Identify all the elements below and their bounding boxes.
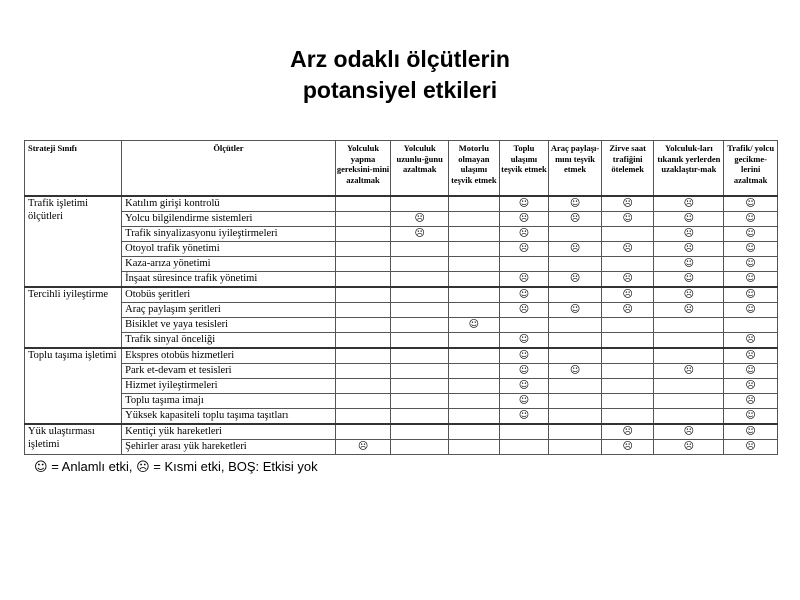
measure-cell: Şehirler arası yük hareketleri: [122, 440, 336, 455]
slide-title-line-1: Arz odaklı ölçütlerin: [290, 46, 510, 72]
partial-impact-icon: ☹: [654, 287, 724, 303]
empty-impact-cell: [335, 212, 391, 227]
partial-impact-icon: ☹: [499, 212, 549, 227]
strategy-category: Yük ulaştırması işletimi: [25, 424, 122, 455]
partial-impact-icon: ☹: [724, 440, 778, 455]
empty-impact-cell: [549, 348, 602, 364]
partial-impact-icon: ☹: [724, 379, 778, 394]
empty-impact-cell: [499, 424, 549, 440]
empty-impact-cell: [601, 409, 654, 425]
table-row: [25, 409, 778, 425]
partial-impact-icon: ☹: [391, 227, 449, 242]
full-impact-icon: ☺: [724, 242, 778, 257]
partial-impact-icon: ☹: [601, 242, 654, 257]
full-impact-icon: ☺: [499, 394, 549, 409]
empty-impact-cell: [335, 379, 391, 394]
empty-impact-cell: [391, 242, 449, 257]
empty-impact-cell: [335, 196, 391, 212]
table-row: [25, 440, 778, 455]
partial-impact-icon: ☹: [549, 212, 602, 227]
table-row: [25, 196, 778, 212]
empty-impact-cell: [335, 287, 391, 303]
measure-cell: Ekspres otobüs hizmetleri: [122, 348, 336, 364]
empty-impact-cell: [391, 394, 449, 409]
table-row: [25, 212, 778, 227]
partial-impact-icon: ☹: [601, 303, 654, 318]
empty-impact-cell: [335, 227, 391, 242]
empty-impact-cell: [391, 424, 449, 440]
empty-impact-cell: [724, 318, 778, 333]
empty-impact-cell: [335, 242, 391, 257]
empty-impact-cell: [391, 272, 449, 288]
full-impact-icon: ☺: [499, 364, 549, 379]
empty-impact-cell: [449, 409, 500, 425]
partial-impact-icon: ☹: [654, 424, 724, 440]
empty-impact-cell: [601, 348, 654, 364]
empty-impact-cell: [601, 379, 654, 394]
full-impact-icon: ☺: [724, 303, 778, 318]
partial-impact-icon: ☹: [654, 196, 724, 212]
empty-impact-cell: [601, 257, 654, 272]
measure-cell: Otobüs şeritleri: [122, 287, 336, 303]
table-row: [25, 379, 778, 394]
slide-title: [0, 44, 800, 106]
table-row: [25, 424, 778, 440]
empty-impact-cell: [449, 348, 500, 364]
full-impact-icon: ☺: [724, 196, 778, 212]
empty-impact-cell: [549, 394, 602, 409]
legend-full-text: = Anlamlı etki,: [51, 459, 133, 474]
slide-title-line-2: potansiyel etkileri: [302, 77, 498, 103]
empty-impact-cell: [549, 227, 602, 242]
table-row: [25, 303, 778, 318]
partial-impact-icon: ☹: [499, 227, 549, 242]
empty-impact-cell: [449, 257, 500, 272]
measure-cell: İnşaat süresince trafik yönetimi: [122, 272, 336, 288]
empty-impact-cell: [499, 257, 549, 272]
header-non-motorized: Motorlu olmayan ulaşımı teşvik etmek: [449, 141, 500, 197]
partial-impact-icon: ☹: [136, 460, 150, 475]
empty-impact-cell: [654, 409, 724, 425]
empty-impact-cell: [335, 333, 391, 349]
header-strategy-class: Strateji Sınıfı: [25, 141, 122, 197]
empty-impact-cell: [499, 440, 549, 455]
partial-impact-icon: ☹: [654, 242, 724, 257]
full-impact-icon: ☺: [654, 272, 724, 288]
empty-impact-cell: [549, 333, 602, 349]
partial-impact-icon: ☹: [549, 242, 602, 257]
empty-impact-cell: [549, 287, 602, 303]
full-impact-icon: ☺: [724, 257, 778, 272]
header-peak-shift: Zirve saat trafiğini ötelemek: [601, 141, 654, 197]
empty-impact-cell: [449, 440, 500, 455]
full-impact-icon: ☺: [724, 287, 778, 303]
empty-impact-cell: [449, 394, 500, 409]
full-impact-icon: ☺: [499, 379, 549, 394]
empty-impact-cell: [449, 303, 500, 318]
table-row: [25, 272, 778, 288]
full-impact-icon: ☺: [654, 257, 724, 272]
empty-impact-cell: [654, 333, 724, 349]
measure-cell: Araç paylaşım şeritleri: [122, 303, 336, 318]
empty-impact-cell: [449, 379, 500, 394]
partial-impact-icon: ☹: [601, 424, 654, 440]
measure-cell: Yolcu bilgilendirme sistemleri: [122, 212, 336, 227]
empty-impact-cell: [549, 257, 602, 272]
empty-impact-cell: [549, 379, 602, 394]
partial-impact-icon: ☹: [335, 440, 391, 455]
empty-impact-cell: [449, 227, 500, 242]
full-impact-icon: ☺: [34, 460, 48, 475]
measure-cell: Trafik sinyalizasyonu iyileştirmeleri: [122, 227, 336, 242]
measure-cell: Toplu taşıma imajı: [122, 394, 336, 409]
header-congestion-avoid: Yolculuk-ları tıkanık yerlerden uzaklaştır-mak: [654, 141, 724, 197]
full-impact-icon: ☺: [724, 272, 778, 288]
measure-cell: Kentiçi yük hareketleri: [122, 424, 336, 440]
empty-impact-cell: [449, 242, 500, 257]
full-impact-icon: ☺: [499, 333, 549, 349]
empty-impact-cell: [391, 257, 449, 272]
empty-impact-cell: [391, 196, 449, 212]
empty-impact-cell: [335, 394, 391, 409]
empty-impact-cell: [449, 212, 500, 227]
partial-impact-icon: ☹: [601, 440, 654, 455]
empty-impact-cell: [449, 196, 500, 212]
measure-cell: Park et-devam et tesisleri: [122, 364, 336, 379]
measure-cell: Hizmet iyileştirmeleri: [122, 379, 336, 394]
partial-impact-icon: ☹: [724, 348, 778, 364]
legend-partial-text: = Kısmi etki, BOŞ: Etkisi yok: [153, 459, 318, 474]
table-row: [25, 257, 778, 272]
empty-impact-cell: [335, 303, 391, 318]
measure-cell: Yüksek kapasiteli toplu taşıma taşıtları: [122, 409, 336, 425]
full-impact-icon: ☺: [724, 409, 778, 425]
strategy-category: Trafik işletimi ölçütleri: [25, 196, 122, 287]
empty-impact-cell: [449, 272, 500, 288]
strategy-category: Tercihli iyileştirme: [25, 287, 122, 348]
empty-impact-cell: [449, 333, 500, 349]
empty-impact-cell: [449, 364, 500, 379]
empty-impact-cell: [654, 394, 724, 409]
full-impact-icon: ☺: [724, 364, 778, 379]
empty-impact-cell: [335, 318, 391, 333]
table-row: [25, 394, 778, 409]
empty-impact-cell: [449, 287, 500, 303]
empty-impact-cell: [391, 333, 449, 349]
empty-impact-cell: [335, 409, 391, 425]
empty-impact-cell: [391, 303, 449, 318]
full-impact-icon: ☺: [724, 424, 778, 440]
partial-impact-icon: ☹: [499, 272, 549, 288]
partial-impact-icon: ☹: [601, 272, 654, 288]
header-public-transport: Toplu ulaşımı teşvik etmek: [499, 141, 549, 197]
empty-impact-cell: [654, 379, 724, 394]
empty-impact-cell: [335, 364, 391, 379]
partial-impact-icon: ☹: [601, 287, 654, 303]
empty-impact-cell: [335, 348, 391, 364]
empty-impact-cell: [391, 318, 449, 333]
empty-impact-cell: [391, 409, 449, 425]
full-impact-icon: ☺: [654, 212, 724, 227]
full-impact-icon: ☺: [499, 409, 549, 425]
full-impact-icon: ☺: [549, 303, 602, 318]
full-impact-icon: ☺: [601, 212, 654, 227]
table-row: [25, 318, 778, 333]
full-impact-icon: ☺: [499, 196, 549, 212]
full-impact-icon: ☺: [499, 287, 549, 303]
empty-impact-cell: [654, 318, 724, 333]
empty-impact-cell: [601, 318, 654, 333]
empty-impact-cell: [335, 272, 391, 288]
partial-impact-icon: ☹: [654, 303, 724, 318]
table-row: [25, 287, 778, 303]
empty-impact-cell: [449, 424, 500, 440]
legend: [34, 459, 318, 475]
strategy-category: Toplu taşıma işletimi: [25, 348, 122, 424]
partial-impact-icon: ☹: [391, 212, 449, 227]
empty-impact-cell: [549, 409, 602, 425]
full-impact-icon: ☺: [724, 227, 778, 242]
full-impact-icon: ☺: [549, 196, 602, 212]
table-row: [25, 333, 778, 349]
header-reduce-trip-need: Yolculuk yapma gereksini-mini azaltmak: [335, 141, 391, 197]
partial-impact-icon: ☹: [724, 394, 778, 409]
full-impact-icon: ☺: [499, 348, 549, 364]
partial-impact-icon: ☹: [654, 440, 724, 455]
full-impact-icon: ☺: [549, 364, 602, 379]
measure-cell: Kaza-arıza yönetimi: [122, 257, 336, 272]
empty-impact-cell: [391, 287, 449, 303]
measure-cell: Trafik sinyal önceliği: [122, 333, 336, 349]
empty-impact-cell: [601, 227, 654, 242]
empty-impact-cell: [391, 379, 449, 394]
header-delay-reduce: Trafik/ yolcu gecikme-lerini azaltmak: [724, 141, 778, 197]
empty-impact-cell: [549, 424, 602, 440]
empty-impact-cell: [335, 424, 391, 440]
measure-cell: Bisiklet ve yaya tesisleri: [122, 318, 336, 333]
empty-impact-cell: [601, 333, 654, 349]
full-impact-icon: ☺: [449, 318, 500, 333]
table-header-row: [25, 141, 778, 197]
empty-impact-cell: [549, 318, 602, 333]
measure-cell: Otoyol trafik yönetimi: [122, 242, 336, 257]
partial-impact-icon: ☹: [654, 364, 724, 379]
empty-impact-cell: [601, 394, 654, 409]
empty-impact-cell: [391, 440, 449, 455]
partial-impact-icon: ☹: [499, 303, 549, 318]
partial-impact-icon: ☹: [601, 196, 654, 212]
partial-impact-icon: ☹: [654, 227, 724, 242]
measure-cell: Katılım girişi kontrolü: [122, 196, 336, 212]
empty-impact-cell: [391, 348, 449, 364]
table-row: [25, 227, 778, 242]
table-row: [25, 242, 778, 257]
partial-impact-icon: ☹: [499, 242, 549, 257]
full-impact-icon: ☺: [724, 212, 778, 227]
empty-impact-cell: [391, 364, 449, 379]
impact-table: [24, 140, 778, 455]
empty-impact-cell: [654, 348, 724, 364]
header-carpool: Araç paylaşı-mını teşvik etmek: [549, 141, 602, 197]
table-row: [25, 348, 778, 364]
empty-impact-cell: [335, 257, 391, 272]
header-reduce-trip-length: Yolculuk uzunlu-ğunu azaltmak: [391, 141, 449, 197]
empty-impact-cell: [549, 440, 602, 455]
table-row: [25, 364, 778, 379]
partial-impact-icon: ☹: [549, 272, 602, 288]
empty-impact-cell: [499, 318, 549, 333]
header-measures: Ölçütler: [122, 141, 336, 197]
table-body: [25, 196, 778, 455]
empty-impact-cell: [601, 364, 654, 379]
partial-impact-icon: ☹: [724, 333, 778, 349]
